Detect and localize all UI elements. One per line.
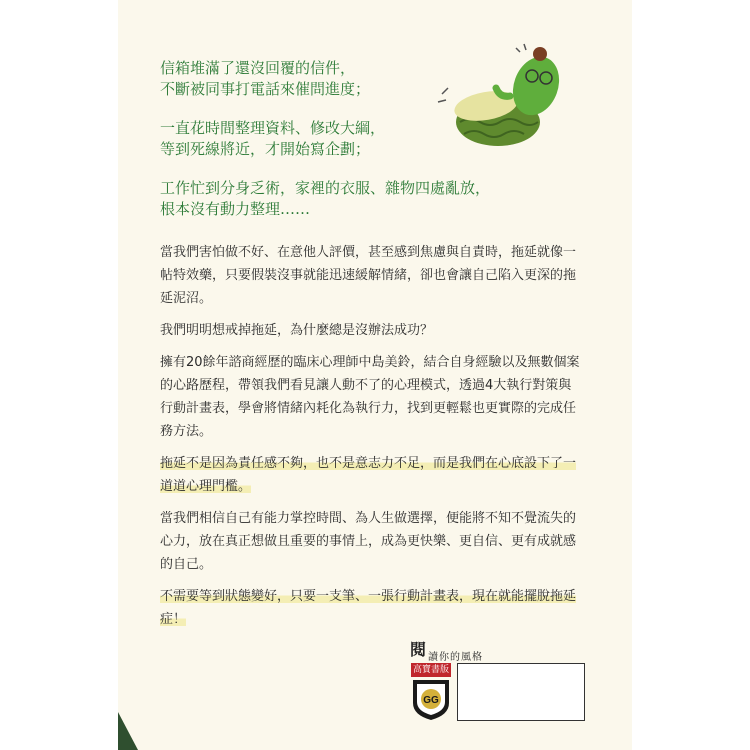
intro-line: 信箱堆滿了還沒回覆的信件， — [160, 59, 356, 77]
highlight-text: 拖延不是因為責任感不夠，也不是意志力不足，而是我們在心底設下了一道道心理門檻。 — [160, 456, 577, 494]
intro-line: 不斷被同事打電話來催問進度； — [160, 80, 371, 98]
intro-line: 等到死線將近，才開始寫企劃； — [160, 140, 371, 158]
barcode-placeholder — [457, 663, 585, 721]
intro-line: 工作忙到分身乏術，家裡的衣服、雜物四處亂放， — [160, 179, 491, 197]
intro-stanza-3 — [160, 178, 500, 220]
description-paragraph: 我們明明想戒掉拖延，為什麼總是沒辦法成功？ — [160, 323, 434, 338]
description-body — [160, 241, 584, 640]
publisher-slogan-rest: 你的風格 — [439, 652, 483, 663]
publisher-shield-logo — [410, 677, 452, 721]
highlight-text: 不需要等到狀態變好，只要一支筆、一張行動計畫表，現在就能擺脫拖延症！ — [160, 589, 577, 627]
description-paragraph: 當我們相信自己有能力掌控時間、為人生做選擇，便能將不知不覺流失的心力，放在真正想做且重要的事情上，成為更快樂、更自信、更有成就感的自己。 — [160, 511, 577, 572]
logo-text: GG — [423, 695, 439, 706]
highlighted-paragraph — [160, 585, 584, 631]
publisher-slogan-char: 讀 — [428, 652, 439, 663]
description-paragraph: 擁有20餘年諮商經歷的臨床心理師中島美鈴，結合自身經驗以及無數個案的心路歷程，帶領我們看見讓人動不了的心理模式，透過4大執行對策與行動計畫表，學會將情緒內耗化為執行力，找到更輕鬆也更實際的完成任務方法。 — [160, 355, 580, 439]
intro-line: 根本沒有動力整理…… — [160, 200, 311, 218]
publisher-slogan — [428, 648, 483, 663]
intro-line: 一直花時間整理資料、修改大綱， — [160, 119, 386, 137]
publisher-brand-label: 高寶書版 — [412, 665, 449, 675]
corner-leaf-decoration — [118, 712, 138, 750]
description-paragraph: 當我們害怕做不好、在意他人評價，甚至感到焦慮與自責時，拖延就像一帖特效藥，只要假裝沒事就能迅速緩解情緒，卻也會讓自己陷入更深的拖延泥沼。 — [160, 245, 577, 306]
turtle-mascot-illustration — [428, 40, 578, 160]
highlighted-paragraph — [160, 452, 584, 498]
publisher-slogan-char: 閱 — [410, 640, 427, 659]
